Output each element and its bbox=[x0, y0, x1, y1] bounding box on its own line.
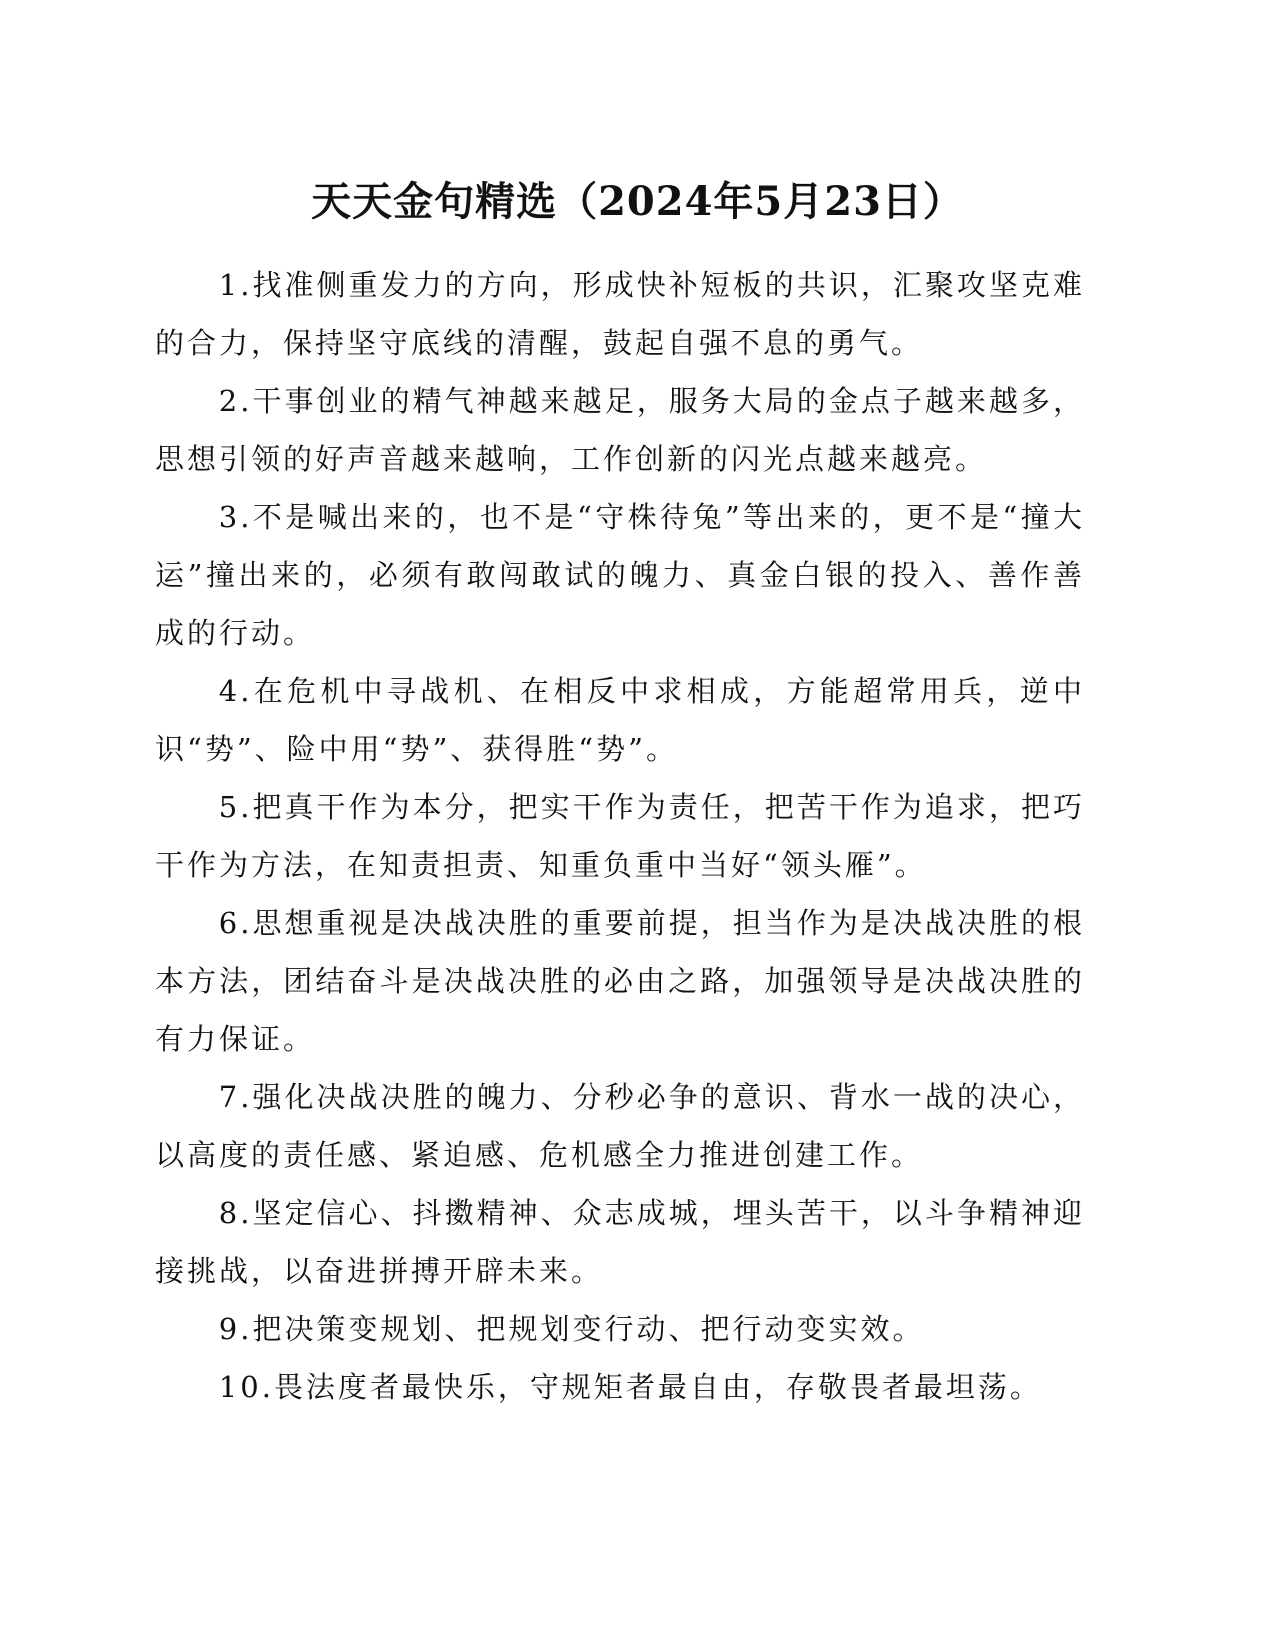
paragraph-line: 胜的有力保证。 bbox=[155, 964, 1085, 1056]
paragraph-6 bbox=[155, 894, 1085, 1068]
paragraph-line: 心，以高度的责任感、紧迫感、危机感全力推进创建工作。 bbox=[155, 1080, 1085, 1172]
paragraph-2 bbox=[155, 372, 1085, 488]
paragraph-line: 巧干作为方法，在知责担责、知重负重中当好“领头雁”。 bbox=[155, 790, 1085, 882]
paragraph-line: 4.在危机中寻战机、在相反中求相成，方能超常用兵，逆中 bbox=[218, 674, 1085, 708]
paragraph-line: 迎接挑战，以奋进拼搏开辟未来。 bbox=[155, 1196, 1085, 1288]
paragraph-4 bbox=[155, 662, 1085, 778]
paragraph-line: 入、善作善成的行动。 bbox=[155, 558, 1085, 650]
paragraph-5 bbox=[155, 778, 1085, 894]
paragraph-7 bbox=[155, 1068, 1085, 1184]
paragraph-9 bbox=[155, 1300, 1085, 1358]
paragraph-1 bbox=[155, 256, 1085, 372]
paragraph-line: 多，思想引领的好声音越来越响，工作创新的闪光点越来越亮。 bbox=[155, 384, 1085, 476]
paragraph-3 bbox=[155, 488, 1085, 662]
paragraph-line: 6.思想重视是决战决胜的重要前提，担当作为是决战决胜的 bbox=[218, 906, 1053, 940]
paragraph-line: 7.强化决战决胜的魄力、分秒必争的意识、背水一战的决 bbox=[218, 1080, 1021, 1114]
paragraph-line: 是“撞大运”撞出来的，必须有敢闯敢试的魄力、真金白银的投 bbox=[155, 500, 1085, 592]
paragraph-line: 1.找准侧重发力的方向，形成快补短板的共识，汇聚攻坚克 bbox=[218, 268, 1053, 302]
paragraph-line: 识“势”、险中用“势”、获得胜“势”。 bbox=[155, 732, 678, 766]
paragraph-line: 难的合力，保持坚守底线的清醒，鼓起自强不息的勇气。 bbox=[155, 268, 1085, 360]
paragraph-line: 10.畏法度者最快乐，守规矩者最自由，存敬畏者最坦荡。 bbox=[218, 1370, 1042, 1404]
paragraph-line: 5.把真干作为本分，把实干作为责任，把苦干作为追求，把 bbox=[218, 790, 1053, 824]
paragraph-10 bbox=[155, 1358, 1085, 1416]
document-title: 天天金句精选（2024年5月23日） bbox=[311, 178, 964, 225]
paragraph-line: 9.把决策变规划、把规划变行动、把行动变实效。 bbox=[218, 1312, 925, 1346]
paragraph-line: 2.干事创业的精气神越来越足，服务大局的金点子越来越 bbox=[218, 384, 1021, 418]
paragraph-8 bbox=[155, 1184, 1085, 1300]
paragraph-line: 根本方法，团结奋斗是决战决胜的必由之路，加强领导是决战决 bbox=[155, 906, 1085, 998]
paragraph-line: 8.坚定信心、抖擞精神、众志成城，埋头苦干，以斗争精神 bbox=[218, 1196, 1053, 1230]
document-body bbox=[155, 256, 1085, 1416]
paragraph-line: 3.不是喊出来的，也不是“守株待兔”等出来的，更不 bbox=[218, 500, 970, 534]
